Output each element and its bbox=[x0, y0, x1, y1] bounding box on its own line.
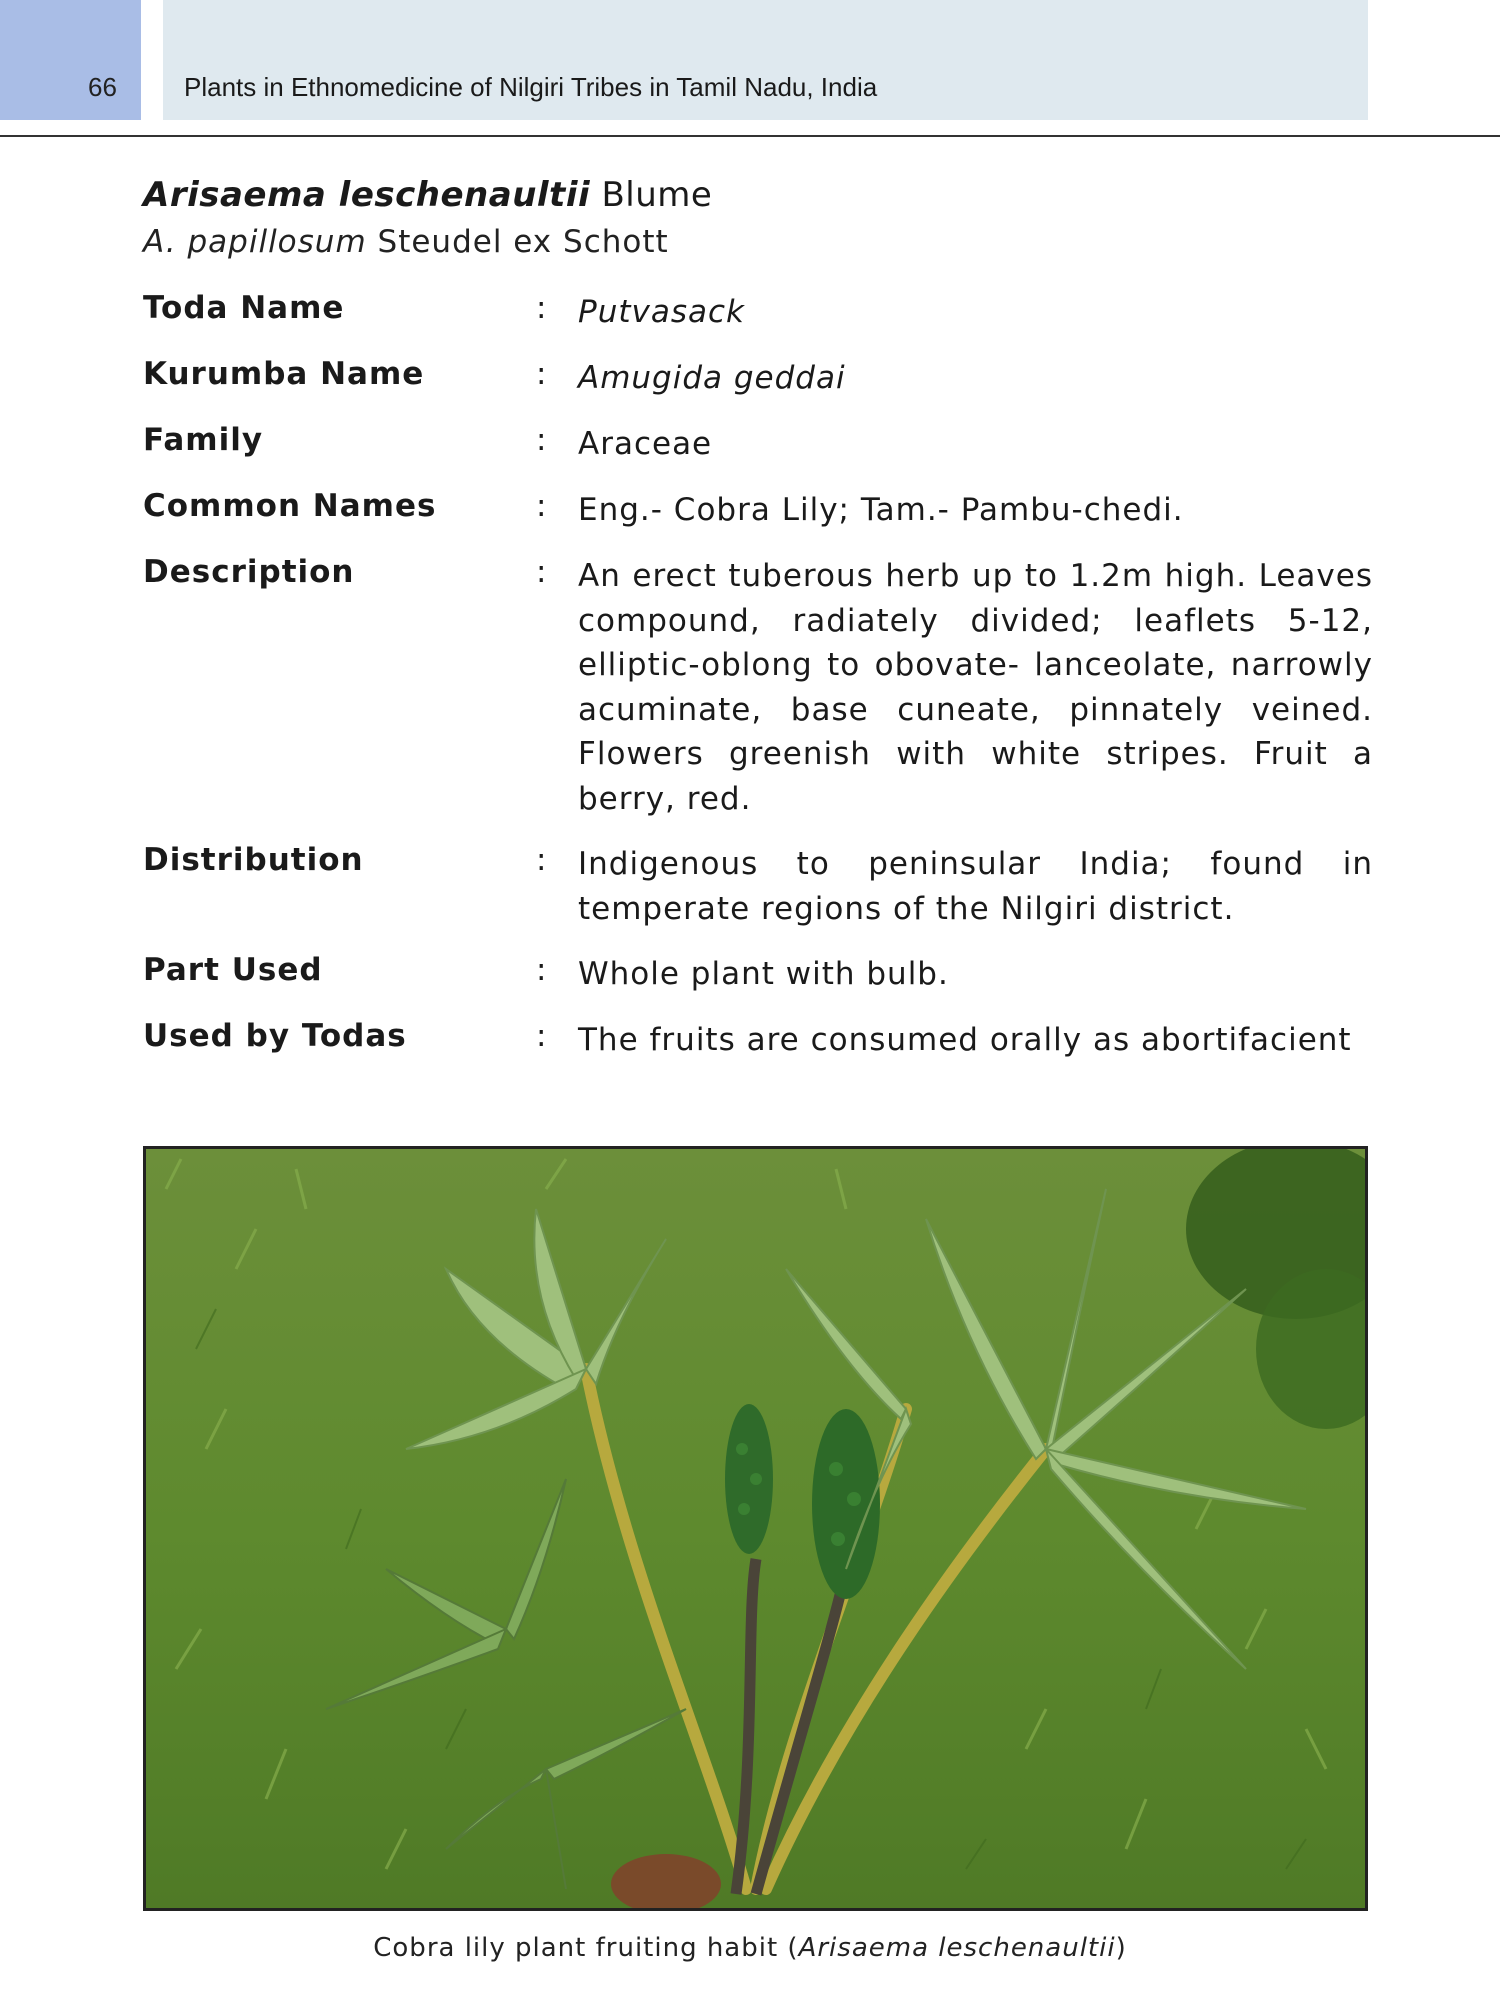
plant-photo-illustration bbox=[146, 1149, 1365, 1908]
page-number: 66 bbox=[88, 72, 117, 102]
field-label: Description bbox=[143, 554, 355, 590]
field-colon: : bbox=[536, 842, 547, 878]
field-label: Used by Todas bbox=[143, 1018, 407, 1054]
synonym-author: Steudel ex Schott bbox=[377, 224, 669, 260]
field-value: Indigenous to peninsular India; found in temperate regions of the Nilgiri district. bbox=[578, 846, 1373, 927]
running-header: Plants in Ethnomedicine of Nilgiri Tribes in Tamil Nadu, India bbox=[184, 72, 878, 102]
field-label: Common Names bbox=[143, 488, 437, 524]
field-label: Family bbox=[143, 422, 264, 458]
field-value: The fruits are consumed orally as abortifacient bbox=[578, 1022, 1352, 1058]
field-colon: : bbox=[536, 356, 547, 392]
figure-caption bbox=[0, 1933, 1500, 1963]
field-label: Part Used bbox=[143, 952, 323, 988]
field-label: Distribution bbox=[143, 842, 364, 878]
page-number-band bbox=[0, 0, 141, 120]
synonym-name: A. papillosum bbox=[143, 224, 367, 260]
caption-end: ) bbox=[1115, 1933, 1127, 1963]
field-value: Whole plant with bulb. bbox=[578, 956, 949, 992]
species-author: Blume bbox=[601, 175, 713, 215]
field-label: Kurumba Name bbox=[143, 356, 425, 392]
field-value: Putvasack bbox=[578, 294, 745, 330]
field-colon: : bbox=[536, 422, 547, 458]
field-colon: : bbox=[536, 952, 547, 988]
field-colon: : bbox=[536, 1018, 547, 1054]
caption-species: Arisaema leschenaultii bbox=[798, 1933, 1116, 1963]
plant-photo bbox=[143, 1146, 1368, 1911]
field-label: Toda Name bbox=[143, 290, 345, 326]
field-colon: : bbox=[536, 290, 547, 326]
caption-text: Cobra lily plant fruiting habit ( bbox=[373, 1933, 799, 1963]
field-value: Eng.- Cobra Lily; Tam.- Pambu-chedi. bbox=[578, 492, 1184, 528]
field-colon: : bbox=[536, 488, 547, 524]
field-value: Araceae bbox=[578, 426, 713, 462]
species-title bbox=[143, 175, 712, 215]
field-value: Amugida geddai bbox=[578, 360, 846, 396]
species-name: Arisaema leschenaultii bbox=[143, 175, 591, 215]
field-value: An erect tuberous herb up to 1.2m high. Leaves compound, radiately divided; leaflets 5-12, elliptic-oblong to obovate- lanceolate, narrowly acuminate, base cuneate, pinnately veined. Flowers greenish with white stripes. Fruit a berry, red. bbox=[578, 558, 1373, 817]
field-colon: : bbox=[536, 554, 547, 590]
header-rule bbox=[0, 135, 1500, 137]
species-synonym bbox=[143, 224, 669, 260]
